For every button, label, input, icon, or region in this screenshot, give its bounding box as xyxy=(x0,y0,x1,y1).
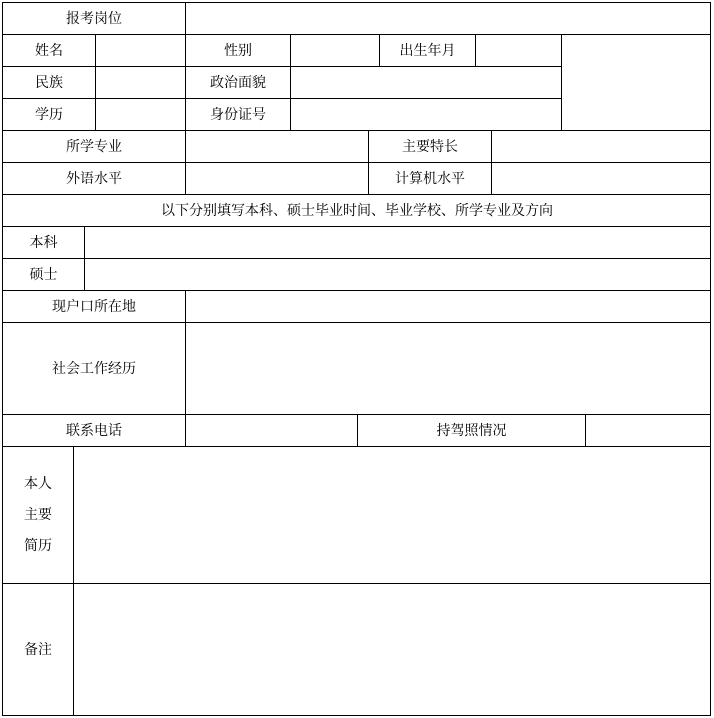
position-label: 报考岗位 xyxy=(2,2,185,34)
hukou-field[interactable] xyxy=(185,290,711,322)
id-label: 身份证号 xyxy=(185,98,290,130)
degree-note: 以下分别填写本科、硕士毕业时间、毕业学校、所学专业及方向 xyxy=(2,194,711,226)
resume-label-line-1: 本人 xyxy=(24,475,52,492)
phone-field[interactable] xyxy=(185,414,357,446)
language-field[interactable] xyxy=(185,162,368,194)
education-label: 学历 xyxy=(2,98,95,130)
major-label: 所学专业 xyxy=(2,130,185,162)
id-field[interactable] xyxy=(290,98,561,130)
resume-label-line-2: 主要 xyxy=(24,506,52,523)
political-label: 政治面貌 xyxy=(185,66,290,98)
computer-label: 计算机水平 xyxy=(368,162,491,194)
ethnicity-field[interactable] xyxy=(95,66,185,98)
master-field[interactable] xyxy=(84,258,711,290)
name-label: 姓名 xyxy=(2,34,95,66)
birth-label: 出生年月 xyxy=(379,34,475,66)
work-field[interactable] xyxy=(185,322,711,414)
photo-cell xyxy=(561,34,711,130)
remarks-field[interactable] xyxy=(73,583,711,716)
specialty-field[interactable] xyxy=(491,130,711,162)
resume-label xyxy=(2,446,73,583)
gender-field[interactable] xyxy=(290,34,379,66)
major-field[interactable] xyxy=(185,130,368,162)
phone-label: 联系电话 xyxy=(2,414,185,446)
position-field[interactable] xyxy=(185,2,711,34)
bachelor-label: 本科 xyxy=(2,226,84,258)
specialty-label: 主要特长 xyxy=(368,130,491,162)
name-field[interactable] xyxy=(95,34,185,66)
language-label: 外语水平 xyxy=(2,162,185,194)
resume-field[interactable] xyxy=(73,446,711,583)
resume-label-line-3: 简历 xyxy=(24,537,52,554)
registration-form xyxy=(2,2,711,716)
computer-field[interactable] xyxy=(491,162,711,194)
work-label: 社会工作经历 xyxy=(2,322,185,414)
bachelor-field[interactable] xyxy=(84,226,711,258)
birth-field[interactable] xyxy=(475,34,561,66)
hukou-label: 现户口所在地 xyxy=(2,290,185,322)
gender-label: 性别 xyxy=(185,34,290,66)
education-field[interactable] xyxy=(95,98,185,130)
license-field[interactable] xyxy=(585,414,711,446)
master-label: 硕士 xyxy=(2,258,84,290)
license-label: 持驾照情况 xyxy=(357,414,585,446)
political-field[interactable] xyxy=(290,66,561,98)
remarks-label: 备注 xyxy=(2,583,73,716)
ethnicity-label: 民族 xyxy=(2,66,95,98)
